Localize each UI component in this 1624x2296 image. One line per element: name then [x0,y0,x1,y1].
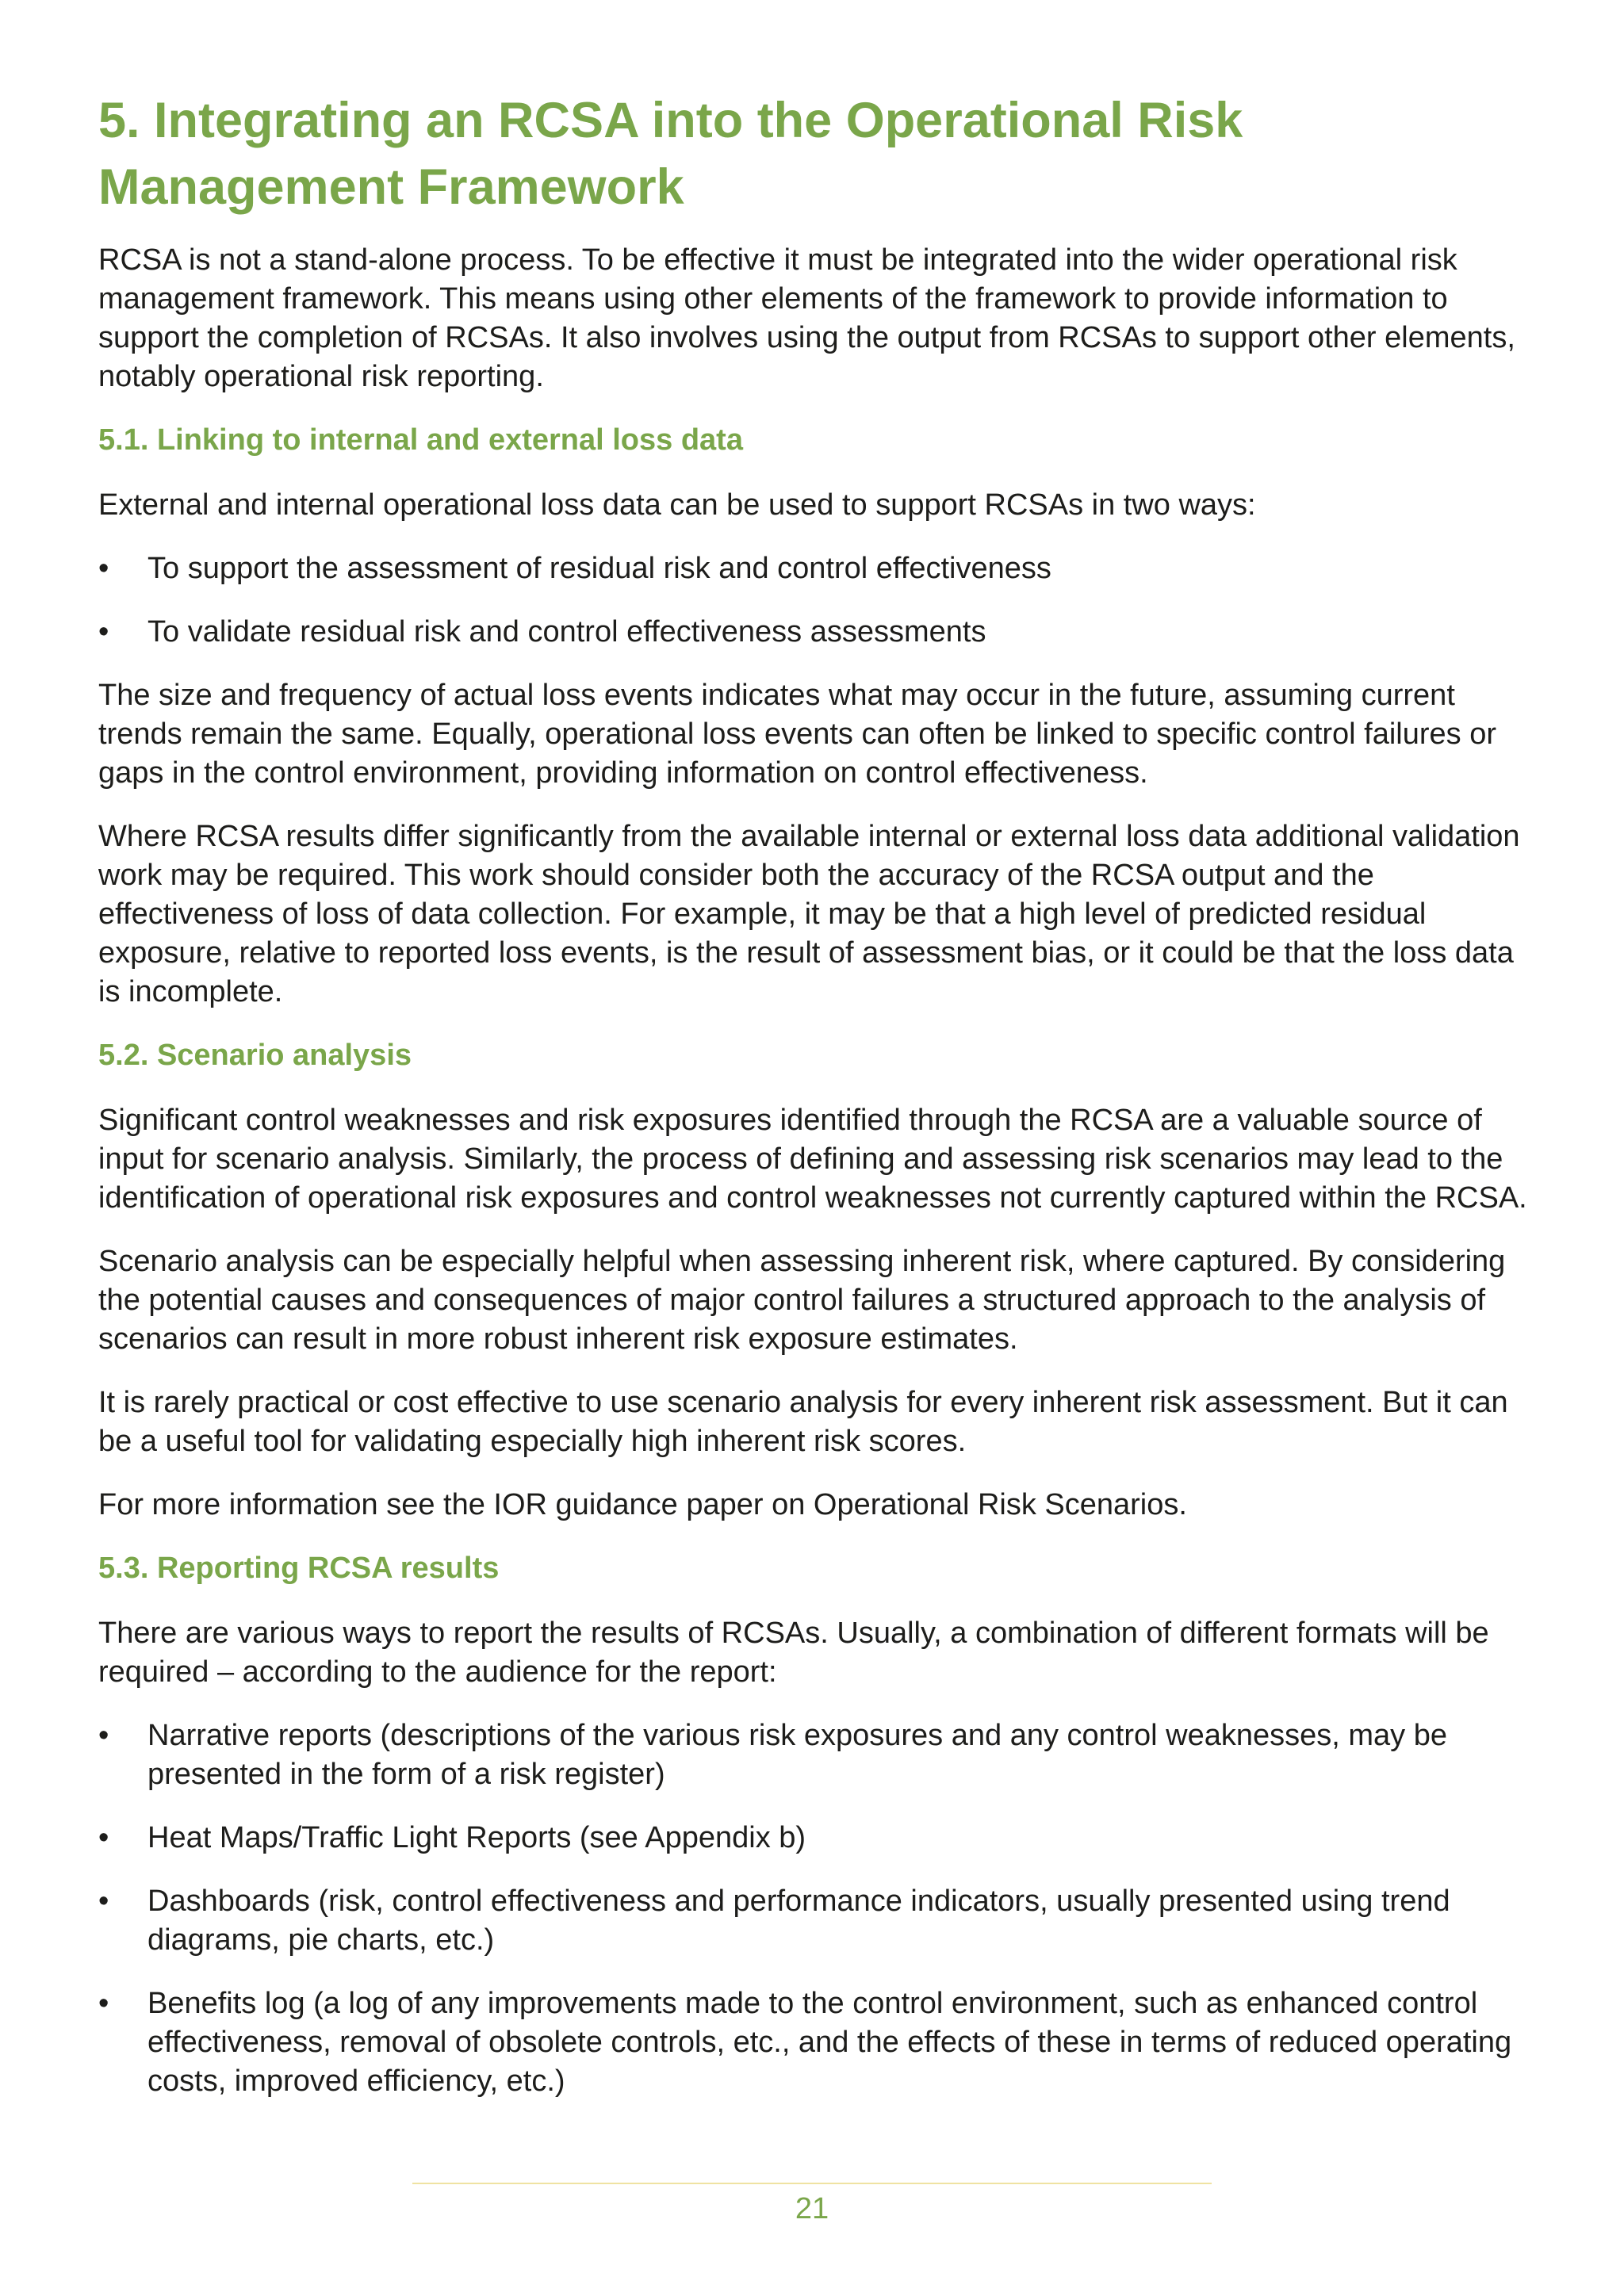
section-5-1-paragraph: The size and frequency of actual loss events indicates what may occur in the future, assuming current trends remain the same. Equally, operational loss events can often be linked to specific control failures or gaps in the control environment, providing information on control effectiveness. [98,679,1497,790]
list-item-text: Dashboards (risk, control effectiveness and performance indicators, usually presented using trend diagrams, pie charts, etc.) [147,1885,1450,1957]
document-page [98,87,1534,2126]
list-item-text: To validate residual risk and control effectiveness assessments [147,615,986,649]
list-item-text: Benefits log (a log of any improvements made to the control environment, such as enhanced control effectiveness, removal of obsolete controls, etc., and the effects of these in terms of reduced operating costs, improved efficiency, etc.) [147,1987,1512,2098]
page-title: 5. Integrating an RCSA into the Operational Risk Management Framework [98,93,1243,215]
bullet-icon: • [98,1987,109,2020]
section-5-1-lead: External and internal operational loss data can be used to support RCSAs in two ways: [98,488,1256,522]
page-number: 21 [795,2192,829,2225]
list-item [98,1819,1534,1858]
list-item [98,613,1534,652]
section-5-1-bullet-list [98,549,1534,652]
section-5-1-paragraph: Where RCSA results differ significantly from the available internal or external loss data additional validation work may be required. This work should consider both the accuracy of the RCSA output and the effectiveness of loss of data collection. For example, it may be that a high level of predicted residual exposure, relative to reported loss events, is the result of assessment bias, or it could be that the loss data is incomplete. [98,820,1520,1008]
list-item-text: To support the assessment of residual risk and control effectiveness [147,552,1051,585]
section-heading-5-1: 5.1. Linking to internal and external loss data [98,423,743,457]
section-5-3-lead: There are various ways to report the results of RCSAs. Usually, a combination of different formats will be required – according to the audience for the report: [98,1617,1489,1689]
list-item [98,1882,1534,1960]
bullet-icon: • [98,1719,109,1752]
bullet-icon: • [98,1821,109,1854]
footer-divider [412,2183,1212,2184]
section-5-2-paragraph: Scenario analysis can be especially helpful when assessing inherent risk, where captured. By considering the potential causes and consequences of major control failures a structured approach to the analysis of scenarios can result in more robust inherent risk exposure estimates. [98,1245,1506,1356]
bullet-icon: • [98,1885,109,1918]
list-item-text: Heat Maps/Traffic Light Reports (see Appendix b) [147,1821,806,1854]
section-heading-5-3: 5.3. Reporting RCSA results [98,1552,500,1585]
section-5-2-paragraph: It is rarely practical or cost effective to use scenario analysis for every inherent risk assessment. But it can be a useful tool for validating especially high inherent risk scores. [98,1386,1508,1458]
section-5-2-paragraph: For more information see the IOR guidance paper on Operational Risk Scenarios. [98,1488,1187,1521]
section-5-3-bullet-list [98,1716,1534,2101]
list-item [98,549,1534,588]
list-item-text: Narrative reports (descriptions of the various risk exposures and any control weaknesses, may be presented in the form of a risk register) [147,1719,1447,1791]
bullet-icon: • [98,552,109,585]
bullet-icon: • [98,615,109,649]
intro-paragraph: RCSA is not a stand-alone process. To be effective it must be integrated into the wider operational risk management framework. This means using other elements of the framework to provide information to support the completion of RCSAs. It also involves using the output from RCSAs to support other elements, notably operational risk reporting. [98,243,1515,393]
section-heading-5-2: 5.2. Scenario analysis [98,1039,412,1072]
section-5-2-paragraph: Significant control weaknesses and risk exposures identified through the RCSA are a valuable source of input for scenario analysis. Similarly, the process of defining and assessing risk scenarios may lead to the identification of operational risk exposures and control weaknesses not currently captured within the RCSA. [98,1104,1527,1215]
list-item [98,1984,1534,2101]
list-item [98,1716,1534,1794]
